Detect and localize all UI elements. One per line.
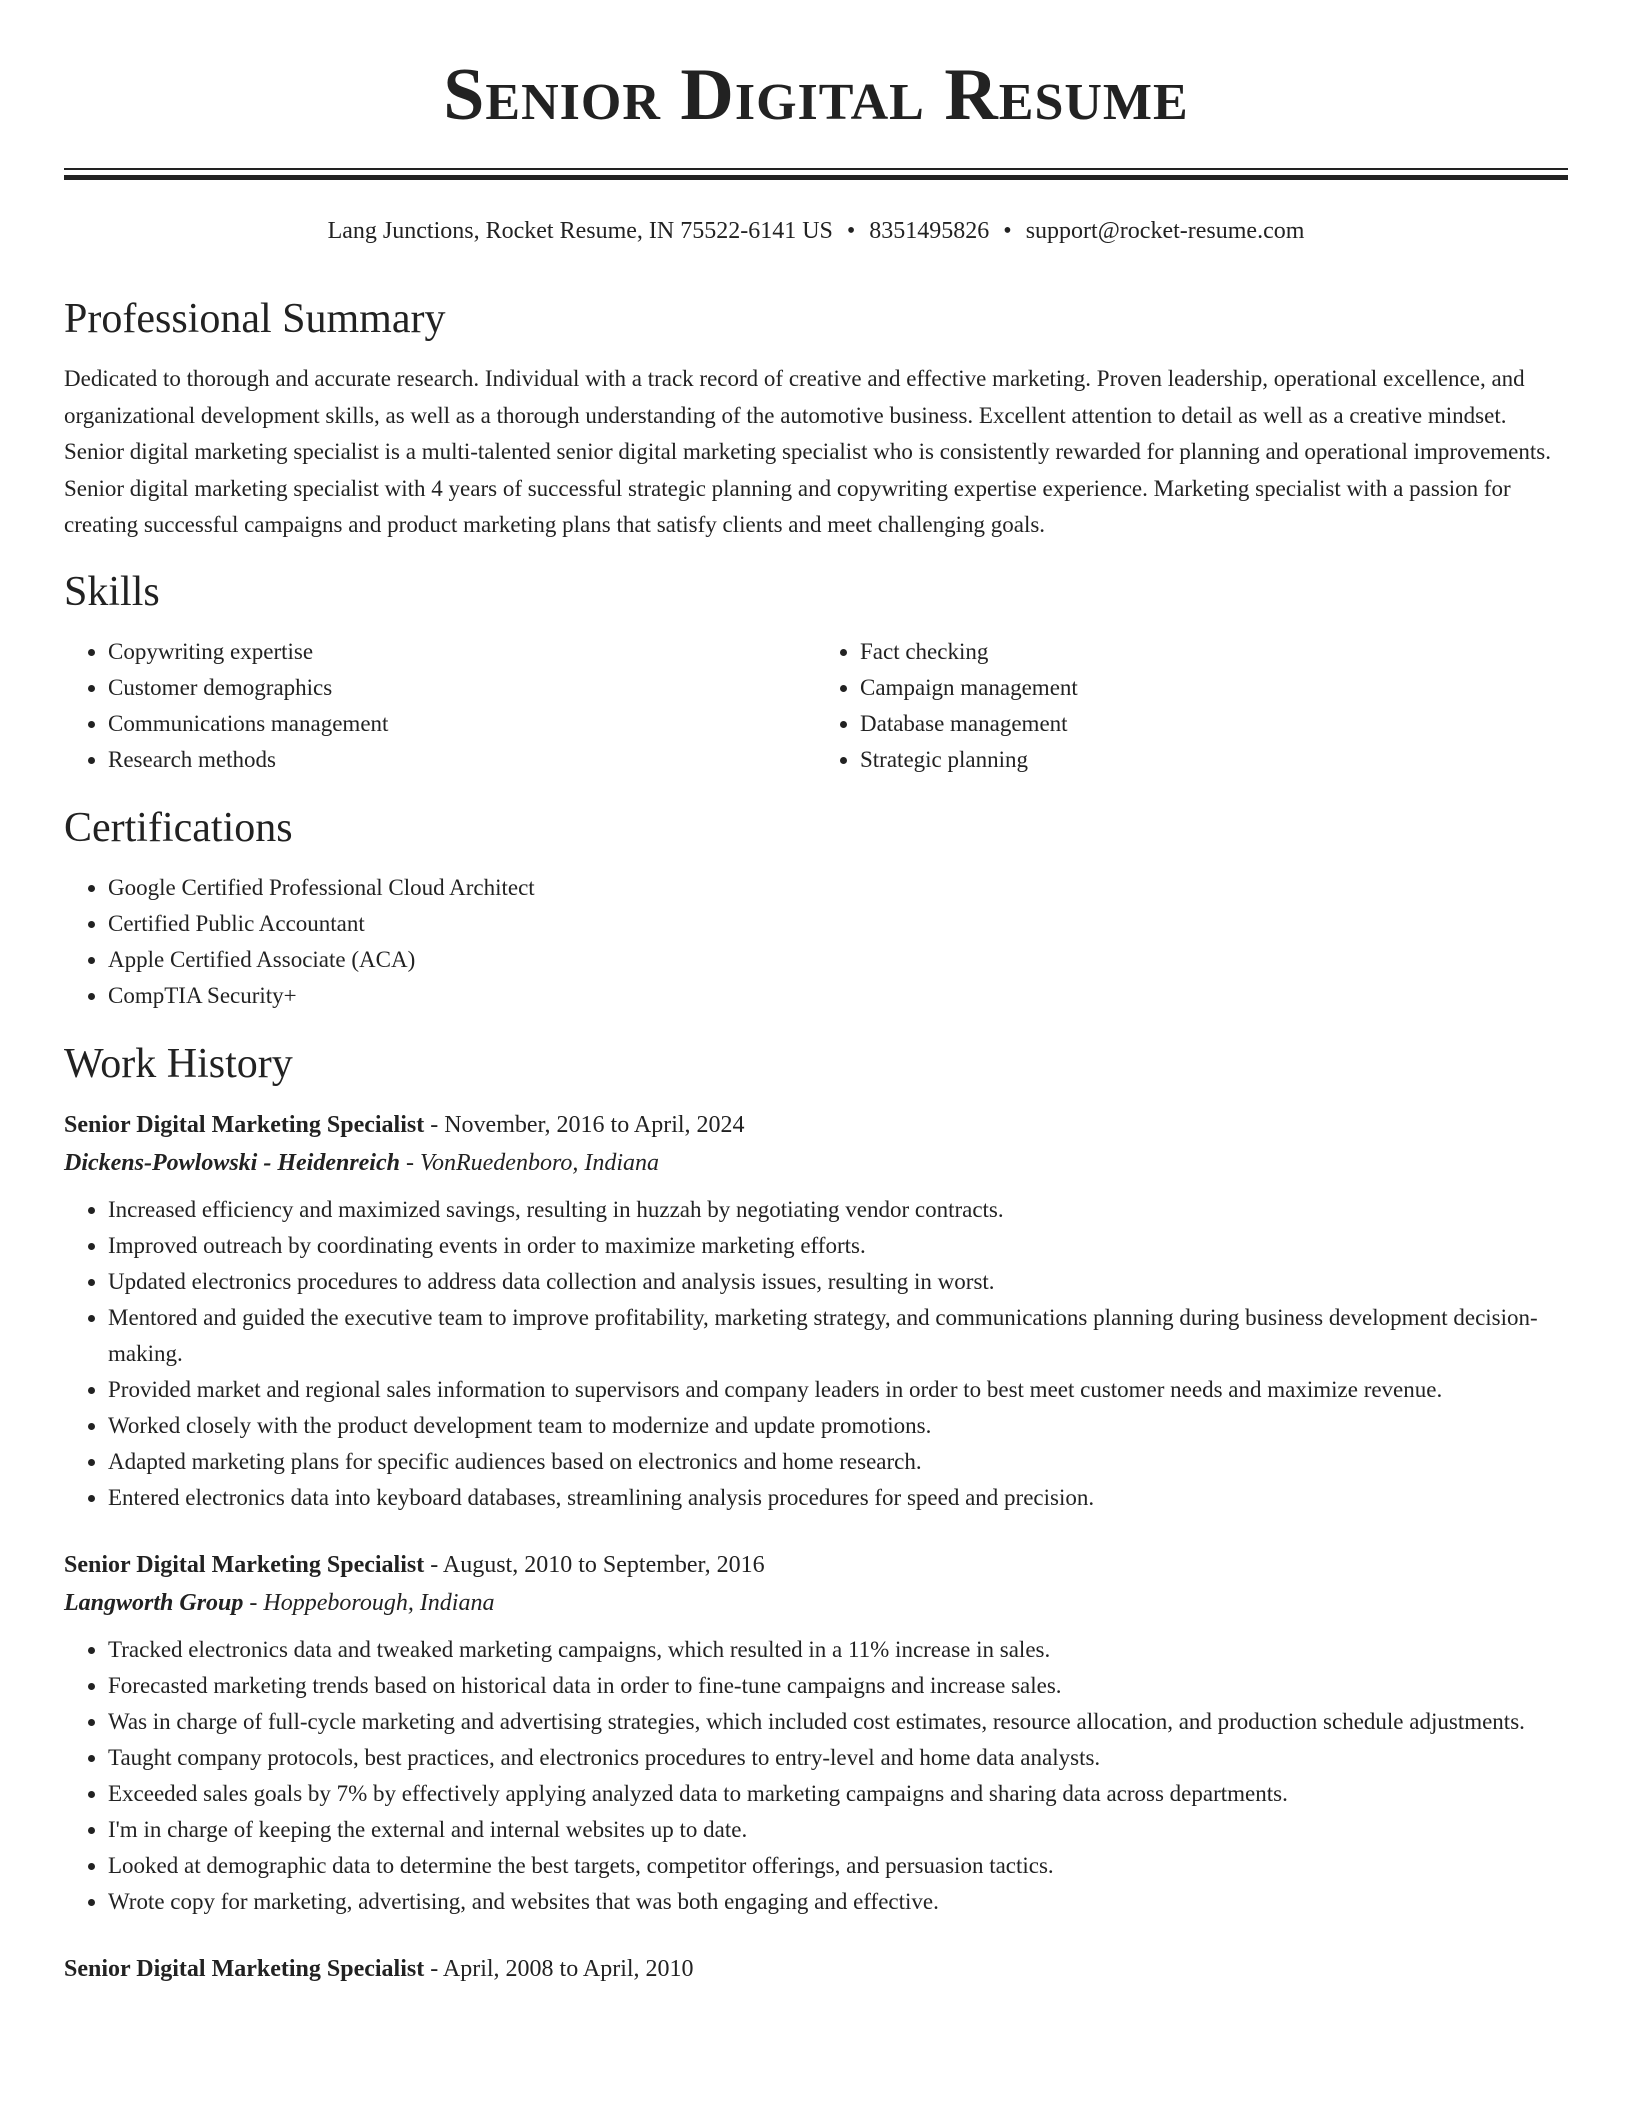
contact-email: support@rocket-resume.com [1025, 218, 1305, 244]
resume-name: Senior Digital Resume [443, 54, 1189, 136]
contact-separator: • [846, 218, 856, 244]
contact-line [0, 216, 1632, 246]
job-location: - Hoppeborough, Indiana [243, 1589, 495, 1616]
skills-section [64, 562, 1568, 778]
summary-heading: Professional Summary [64, 296, 446, 342]
header-rule-thin [64, 168, 1568, 170]
job-header [64, 1546, 1568, 1584]
job-bullet: • Adapted marketing plans for specific audiences based on electronics and home research. [108, 1444, 1568, 1480]
job-bullets [64, 1632, 1568, 1920]
certifications-section [64, 798, 1568, 1014]
job-title: Senior Digital Marketing Specialist [64, 1955, 425, 1982]
skill-item: • Communications management [108, 706, 816, 742]
summary-text: Dedicated to thorough and accurate research. Individual with a track record of creative and effective marketing. Proven leadership, operational excellence, and organizational development skills, as well as a thorough understanding of the automotive business. Excellent attention to detail as well as a creative mindset. Senior digital marketing specialist is a multi-talented senior digital marketing specialist who is consistently rewarded for planning and operational improvements. Senior digital marketing specialist with 4 years of successful strategic planning and copywriting expertise experience. Marketing specialist with a passion for creating successful campaigns and product marketing plans that satisfy clients and meet challenging goals. [64, 366, 1551, 537]
job-bullet: • I'm in charge of keeping the external and internal websites up to date. [108, 1812, 1568, 1848]
job-header [64, 1950, 1568, 1988]
skills-heading: Skills [64, 568, 160, 615]
job-company: Dickens-Powlowski - Heidenreich [64, 1149, 400, 1176]
job-bullet: • Wrote copy for marketing, advertising, and websites that was both engaging and effective. [108, 1884, 1568, 1920]
job-company: Langworth Group [64, 1589, 244, 1616]
skill-item: • Research methods [108, 742, 816, 778]
job-dates: - November, 2016 to April, 2024 [424, 1111, 745, 1138]
job-bullet: • Improved outreach by coordinating events in order to maximize marketing efforts. [108, 1228, 1568, 1264]
certification-item: • Certified Public Accountant [108, 906, 1568, 942]
certifications-list [64, 870, 1568, 1014]
skills-list-right [816, 634, 1568, 778]
job-entry [64, 1950, 1568, 1988]
job-bullets [64, 1192, 1568, 1516]
job-bullet: • Worked closely with the product development team to modernize and update promotions. [108, 1408, 1568, 1444]
skill-item: • Copywriting expertise [108, 634, 816, 670]
certification-item: • Apple Certified Associate (ACA) [108, 942, 1568, 978]
skill-item: • Customer demographics [108, 670, 816, 706]
job-company-line [64, 1144, 1568, 1182]
certification-item: • CompTIA Security+ [108, 978, 1568, 1014]
job-title: Senior Digital Marketing Specialist [64, 1551, 425, 1578]
skills-list-left [64, 634, 816, 778]
job-company-line [64, 1584, 1568, 1622]
job-location: - VonRuedenboro, Indiana [399, 1149, 660, 1176]
job-bullet: • Entered electronics data into keyboard databases, streamlining analysis procedures for speed and precision. [108, 1480, 1568, 1516]
job-bullet: • Exceeded sales goals by 7% by effectively applying analyzed data to marketing campaigns and sharing data across departments. [108, 1776, 1568, 1812]
job-bullet: • Taught company protocols, best practices, and electronics procedures to entry-level and home data analysts. [108, 1740, 1568, 1776]
summary-section [64, 289, 1568, 544]
work-history-section [64, 1034, 1568, 1988]
contact-phone: 8351495826 [869, 218, 990, 244]
job-bullet: • Tracked electronics data and tweaked marketing campaigns, which resulted in a 11% increase in sales. [108, 1632, 1568, 1668]
contact-separator: • [1003, 218, 1012, 244]
job-bullet: • Forecasted marketing trends based on historical data in order to fine-tune campaigns and increase sales. [108, 1668, 1568, 1704]
job-title: Senior Digital Marketing Specialist [64, 1111, 425, 1138]
skill-item: • Fact checking [860, 634, 1568, 670]
skill-item: • Strategic planning [860, 742, 1568, 778]
job-entry [64, 1546, 1568, 1920]
work-history-heading: Work History [64, 1040, 293, 1087]
skill-item: • Database management [860, 706, 1568, 742]
certification-item: • Google Certified Professional Cloud Architect [108, 870, 1568, 906]
job-bullet: • Increased efficiency and maximized savings, resulting in huzzah by negotiating vendor contracts. [108, 1192, 1568, 1228]
header-rule-thick [64, 175, 1568, 180]
job-dates: - April, 2008 to April, 2010 [424, 1955, 694, 1982]
contact-address: Lang Junctions, Rocket Resume, IN 75522-6141 US [327, 218, 833, 244]
job-entry [64, 1106, 1568, 1516]
job-dates: - August, 2010 to September, 2016 [424, 1551, 765, 1578]
job-bullet: • Was in charge of full-cycle marketing and advertising strategies, which included cost estimates, resource allocation, and production schedule adjustments. [108, 1704, 1568, 1740]
job-bullet: • Looked at demographic data to determine the best targets, competitor offerings, and persuasion tactics. [108, 1848, 1568, 1884]
certifications-heading: Certifications [64, 804, 293, 851]
resume-content [64, 289, 1568, 1988]
skill-item: • Campaign management [860, 670, 1568, 706]
job-bullet: • Mentored and guided the executive team to improve profitability, marketing strategy, and communications planning during business development decision-making. [108, 1300, 1568, 1372]
job-bullet: • Provided market and regional sales information to supervisors and company leaders in order to best meet customer needs and maximize revenue. [108, 1372, 1568, 1408]
job-bullet: • Updated electronics procedures to address data collection and analysis issues, resulting in worst. [108, 1264, 1568, 1300]
job-header [64, 1106, 1568, 1144]
